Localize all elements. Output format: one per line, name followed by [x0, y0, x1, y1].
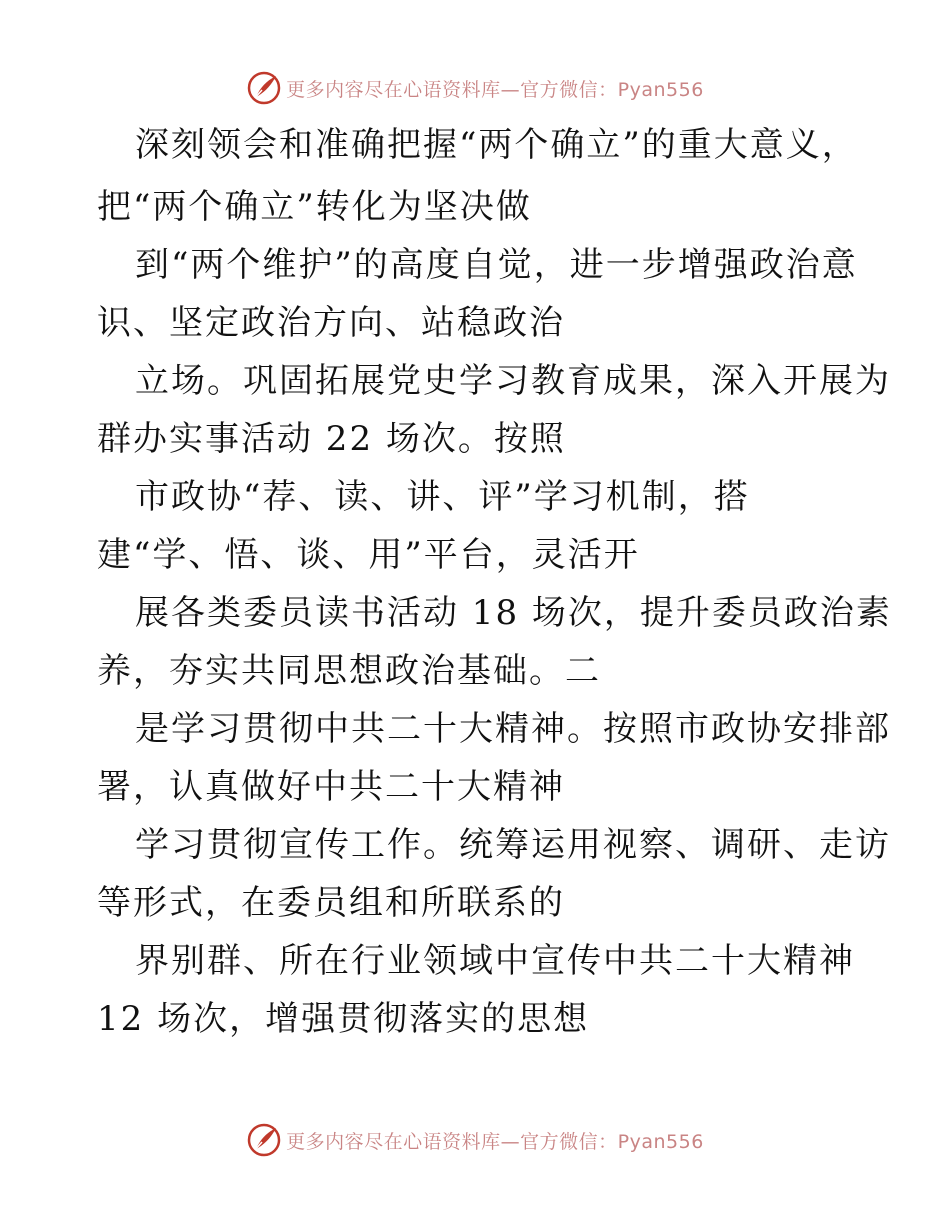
body-line: 市政协“荐、读、讲、评”学习机制，搭: [135, 477, 750, 517]
body-line: 署，认真做好中共二十大精神: [97, 767, 565, 807]
body-line: 展各类委员读书活动 18 场次，提升委员政治素: [135, 593, 892, 633]
body-line: 立场。巩固拓展党史学习教育成果，深入开展为: [135, 361, 891, 401]
feather-pen-circle-icon: [246, 1122, 282, 1158]
footer-watermark-banner: [0, 1120, 950, 1160]
footer-watermark-text: 更多内容尽在心语资料库—官方微信：Pyan556: [286, 1130, 704, 1153]
body-line: 界别群、所在行业领域中宣传中共二十大精神: [135, 941, 855, 981]
body-line: 识、坚定政治方向、站稳政治: [97, 303, 565, 343]
body-line: 建“学、悟、谈、用”平台，灵活开: [97, 535, 640, 575]
body-line: 等形式，在委员组和所联系的: [97, 883, 565, 923]
body-line: 深刻领会和准确把握“两个确立”的重大意义，: [135, 125, 858, 165]
body-line: 学习贯彻宣传工作。统筹运用视察、调研、走访: [135, 825, 891, 865]
body-line: 12 场次，增强贯彻落实的思想: [97, 999, 590, 1039]
body-line: 群办实事活动 22 场次。按照: [97, 419, 566, 459]
body-line: 到“两个维护”的高度自觉，进一步增强政治意: [135, 245, 858, 285]
body-line: 是学习贯彻中共二十大精神。按照市政协安排部: [135, 709, 891, 749]
feather-pen-circle-icon: [246, 70, 282, 106]
header-watermark-text: 更多内容尽在心语资料库—官方微信：Pyan556: [286, 78, 704, 101]
body-line: 把“两个确立”转化为坚决做: [97, 187, 532, 227]
body-line: 养，夯实共同思想政治基础。二: [97, 651, 601, 691]
header-watermark-banner: [0, 68, 950, 108]
